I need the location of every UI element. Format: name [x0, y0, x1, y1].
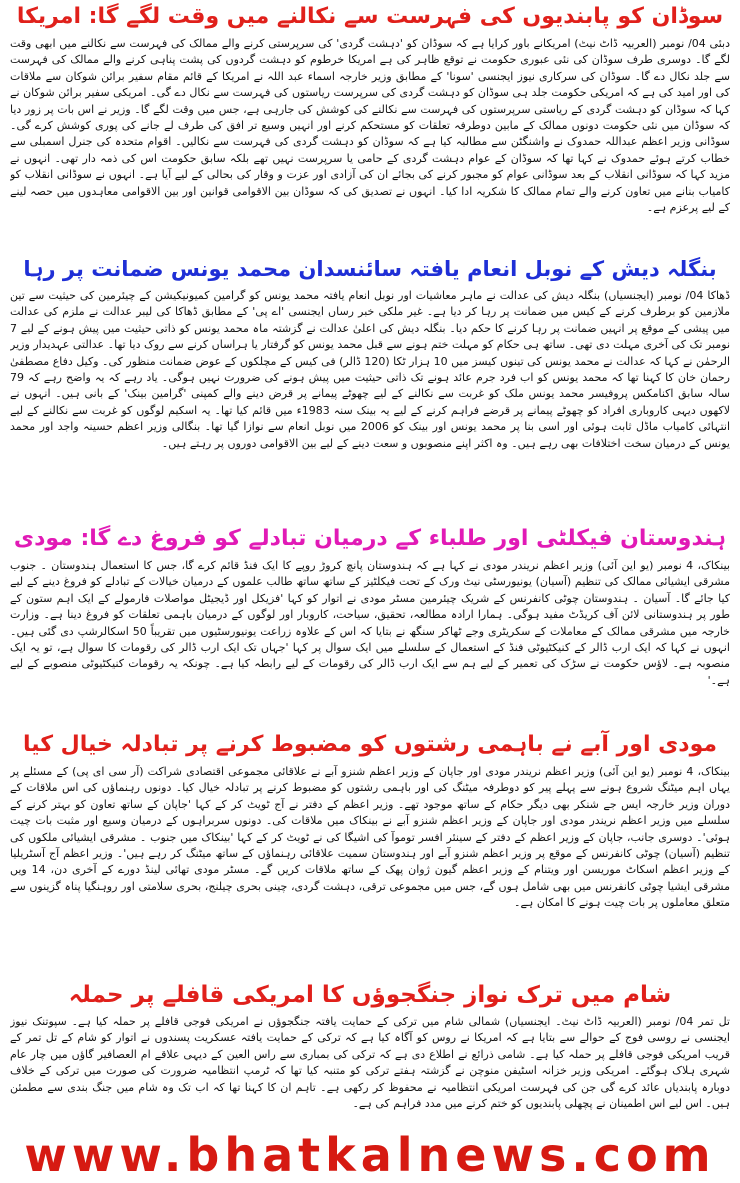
body-modi-abe: بینکاک، 4 نومبر (یو این آئی) وزیر اعظم نریندر مودی اور جاپان کے وزیر اعظم شنزو آبے نے علاقائی مجموعی اقتصادی شراکت (آر سی ای پی) کے مسئلے پر یہاں اہم میٹنگ شروع ہونے سے پہلے پیر کو دوطرفہ میٹنگ کی اور باہمی رشتوں کو مضبوط کرنے پر تبادلہ خیال کیا۔ دونوں رہنماؤں کی اس ملاقات کے دوران وزیر خارجہ ایس جے شنکر بھی دیگر حکام کے ساتھ موجود تھے۔ وزیر اعظم کے دفتر نے آج ٹویٹ کر کے کہا 'جاپان کے ساتھ تعاون کو بہتر کرنے کے سلسلے میں وزیر اعظم نریندر مودی اور جاپان کے وزیر اعظم شنزو آبے نے بینکاک میں ملاقات کی۔ دونوں سربراہوں کے درمیان وسیع اور مثبت بات چیت ہوئی'۔ دوسری جانب، جاپان کے وزیر اعظم کے دفتر کے سینئر افسر توموآ کی اشیگا کی نے ٹویٹ کر کے کہا 'بینکاک میں جنوب ۔ مشرقی ایشیائی ملکوں کی تنظیم (آسیان) چوٹی کانفرنس کے موقع پر وزیر اعظم شنزو آبے اور ہندوستان سمیت علاقائی رہنماؤں کے ساتھ میٹنگ کر رہے ہیں'۔ وزیر اعظم آج آسٹریلیا کے وزیر اعظم اسکاٹ موریسن اور ویتنام کے وزیر اعظم گیون ژوان پھک کے ساتھ ملاقات کریں گے۔ مسٹر مودی تھائی لینڈ دورے کے آخری دن، 14 ویں مشرقی ایشیا چوٹی کانفرنس میں بھی شامل ہوں گے، جس میں مجموعی ترقی، دہشت گردی، چینی بحری چیلنج، بحری سلامتی اور روہنگیا پناہ گزینوں سے متعلق معاملوں پر بات چیت ہونے کا امکان ہے۔	[10, 765, 730, 910]
headline-bangladesh: بنگلہ دیش کے نوبل انعام یافتہ سائنسدان محمد یونس ضمانت پر رہا	[23, 257, 717, 281]
body-bangladesh: ڈھاکا 04/ نومبر (ایجنسیاں) بنگلہ دیش کی عدالت نے ماہر معاشیات اور نوبل انعام یافتہ محمد یونس کو گرامین کمیونیکیشن کے چیئرمین کی حیثیت سے تین ملازمین کو برطرف کرنے کے کیس میں ضمانت پر رہا کر دیا ہے۔ غیر ملکی خبر رساں ایجنسی 'اے پی' کے مطابق ڈھاکا کی لیبر عدالت نے ملزم کی عدالت میں پیشی کے موقع پر انہیں ضمانت پر رہا کرنے کا حکم دیا۔ بنگلہ دیش کی اعلیٰ عدالت نے گزشتہ ماہ محمد یونس کو ذاتی حیثیت میں پیش ہونے کے لیے 7 نومبر تک کی آخری مہلت دی تھی۔ ساتھ ہی حکام کو مہلت ختم ہونے سے قبل محمد یونس کو گرفتار یا ہراساں کرنے سے روک دیا تھا۔ عدالتی عہدیدار وزیر الرحمٰن نے کہا کہ عدالت نے محمد یونس کی تینوں کیسز میں 10 ہزار ٹکا (120 ڈالر) فی کیس کے مچلکوں کے عوض ضمانت منظور کی۔ وکیل دفاع مصطفیٰ رحمان خان کا کہنا تھا کہ محمد یونس کو اب فرد جرم عائد ہونے تک ذاتی حیثیت میں پیش ہونے کی ضرورت نہیں ہوگی۔ یاد رہے کہ یہ واضح رہے کہ 79 سالہ سابق اکنامکس پروفیسر محمد یونس ملک کو غربت سے نکالنے کے لیے چھوٹے پیمانے پر قرض دینے والے کمپنی 'گرامین بینک' کے بانی ہیں۔ انہوں نے لاکھوں دیہی کاروباری افراد کو چھوٹے پیمانے پر قرضے فراہم کرنے کے لیے یہ بینک سنہ 1983ء میں قائم کیا تھا۔ یہ اسکیم لوگوں کو غربت سے نکالنے کے لیے انتہائی کامیاب ماڈل ثابت ہوئی اور اسی بنا پر محمد یونس اور بینک کو 2006 میں نوبل انعام سے نوازا گیا تھا۔ بنگالی وزیر اعظم حسینہ واجد اور محمد یونس کے درمیان سخت اختلافات بھی رہے ہیں۔ وہ اکثر اپنے منصوبوں و سعت دینے کے لیے بین الاقوامی دوروں پر رہتے ہیں۔	[10, 289, 730, 450]
article-bangladesh	[10, 254, 730, 501]
body-syria: تل تمر 04/ نومبر (العربیہ ڈاٹ نیٹ۔ ایجنسیاں) شمالی شام میں ترکی کے حمایت یافتہ جنگجوؤں نے امریکی فوجی قافلے پر حملہ کیا ہے۔ سپوتنک نیوز ایجنسی نے روسی فوج کے حوالے سے بتایا ہے کہ امریکا نے روس کو آگاہ کیا ہے کہ ترکی کے حمایت یافتہ عسکریت پسندوں نے اتوار کو شام کے تل تمر کے قریب امریکی فوجی قافلے پر حملہ کیا ہے۔ شامی ذرائع نے اطلاع دی ہے کہ ترکی کی بمباری سے راس العین کے دیہی علاقے ام العصافیر گاؤں میں چار عام شہری ہلاک ہوگئے۔ امریکی وزیر خزانہ اسٹیفن منوچن نے گزشتہ ہفتے ترکی کو متنبہ کیا تھا کہ ٹرمپ انتظامیہ ضرورت کی صورت میں ترکی کے خلاف دوبارہ پابندیاں عائد کرے گی جن کی فہرست امریکی انتظامیہ نے محفوظ کر رکھی ہے۔ تاہم ان کا کہنا تھا کہ اب تک وہ شام میں جنگ بندی سے مطمئن ہیں۔ اس لیے اس اطمینان نے پچھلی پابندیوں کو ختم کرنے میں مدد فراہم کی ہے۔	[10, 1015, 730, 1111]
article-modi-exchange	[10, 524, 730, 738]
body-sudan: دبئی 04/ نومبر (العربیہ ڈاٹ نیٹ) امریکانے باور کرایا ہے کہ سوڈان کو 'دہشت گردی' کی سرپرستی کرنے والے ممالک کی فہرست سے نکالنے میں ابھی وقت لگے گا۔ دوسری طرف سوڈان کی نئی عبوری حکومت نے توقع ظاہر کی ہے امریکا خرطوم کو دہشت گردوں کی پشت پناہی کرنے والے ممالک کی فہرست سے جلد نکال دے گا۔ سوڈان کی سرکاری نیوز ایجنسی 'سونا' کے مطابق وزیر خارجہ اسماء عبد اللہ نے امریکا کے قائم مقام سفیر برائن شوکان سے ملاقات کی اور امید کی ہے کہ امریکی حکومت جلد ہی سوڈان کو دہشت گردی کی سرپرست ریاستوں کی فہرست سے نکال دے گی۔ امریکی سفیر برائن شوکان نے کہا کہ سوڈان کو دہشت گردی کے ریاستی سرپرستوں کی فہرست سے نکالنے کی کوشش کی جارہی ہے، جس میں وقت لگے گا۔ وزیر نے اس بات پر زور دیا کہ سوڈان میں نئی حکومت دونوں ممالک کے مابین دوطرفہ تعلقات کو مستحکم کرنے اور انہیں وسیع تر افق کی طرف لے جانے کی پوری کوشش کرے گی۔ سوڈانی وزیر اعظم عبداللہ حمدوک نے واشنگٹن سے مطالبہ کیا ہے کہ سوڈان کو دہشت گردی کی فہرست سے نکالیں۔ اقوام متحدہ کی جنرل اسمبلی سے خطاب کرتے ہوئے حمدوک نے کہا تھا کہ سوڈان کے عوام دہشت گردی کے حامی یا سرپرست نہیں تھے بلکہ سابق حکومت اس کی ذمہ دار تھی۔ انہوں نے مزید کہا کہ سوڈانی انقلاب کے بعد سوڈانی عوام کو مجبور کرنے کی بجائے ان کی آزادی اور عزت و وقار کی بحالی کے لیے آیا ہے۔ انہوں نے سوڈانی انقلاب کو کامیاب بنانے میں تعاون کرنے والے تمام ممالک کا شکریہ ادا کیا۔ انہوں نے تصدیق کی کہ سوڈان بین الاقوامی قوانین اور بین الاقوامی معاہدوں میں حصہ لینے کے لیے پرعزم ہے۔	[10, 37, 730, 215]
article-sudan	[10, 2, 730, 249]
headline-sudan: سوڈان کو پابندیوں کی فہرست سے نکالنے میں وقت لگے گا: امریکا	[16, 4, 724, 29]
headline-modi-exchange: ہندوستان فیکلٹی اور طلباء کے درمیان تبادلے کو فروغ دے گا: مودی	[13, 526, 727, 551]
headline-syria: شام میں ترک نواز جنگجوؤں کا امریکی قافلے پر حملہ	[68, 982, 672, 1008]
website-url[interactable]: www.bhatkalnews.com	[24, 1128, 716, 1182]
body-modi-exchange: بینکاک، 4 نومبر (یو این آئی) وزیر اعظم نریندر مودی نے کہا ہے کہ ہندوستان پانچ کروڑ روپے کا ایک فنڈ قائم کرے گا، جس کا استعمال ہندوستان ۔ جنوب مشرقی ایشیائی ممالک کی تنظیم (آسیان) یونیورسٹی نیٹ ورک کے تحت فیکلٹیز کے ساتھ ساتھ طالب علموں کے درمیان خیالات کے تبادلے کو فروغ دینے کے لیے کیا جائے گا۔ آسیان ۔ ہندوستان چوٹی کانفرنس کے شریک چیئرمین مسٹر مودی نے اتوار کو کہا 'فزیکل اور ڈیجیٹل مواصلات فارمولے کے ایک اہم ستون کے طور پر ہندوستانی لائن آف کریڈٹ مفید ہوگی۔ ہمارا ارادہ مطالعہ، تحقیق، سیاحت، کاروبار اور لوگوں کے درمیان باہمی تعلقات کو فروغ دینا ہے۔ وزارت خارجہ میں مشرقی ممالک کے معاملات کے سکریٹری وجے ٹھاکر سنگھ نے بتایا کہ اس کے علاوہ زراعت یونیورسٹیوں میں تقریباً 50 اسکالرشپ دی گئی ہیں۔ انہوں نے کہا کہ ایک ارب ڈالر کے کنیکٹیوٹی فنڈ کے استعمال کے سلسلے میں ایک سوال پر کہا 'جہاں تک ایک ارب ڈالر کی رقومات کا سوال ہے، تو یہ ایک منصوبہ ہے۔ لاؤس حکومت نے سڑک کی تعمیر کے لیے ہم سے ایک ارب ڈالر کی رقومات کے لیے رابطہ کیا ہے۔ چونکہ یہ رقومات کنیکٹیوٹی منصوبے کے لیے ہے۔'	[10, 559, 730, 687]
article-modi-abe	[10, 730, 730, 977]
headline-modi-abe: مودی اور آبے نے باہمی رشتوں کو مضبوط کرنے پر تبادلہ خیال کیا	[22, 732, 718, 757]
article-syria	[10, 980, 730, 1128]
